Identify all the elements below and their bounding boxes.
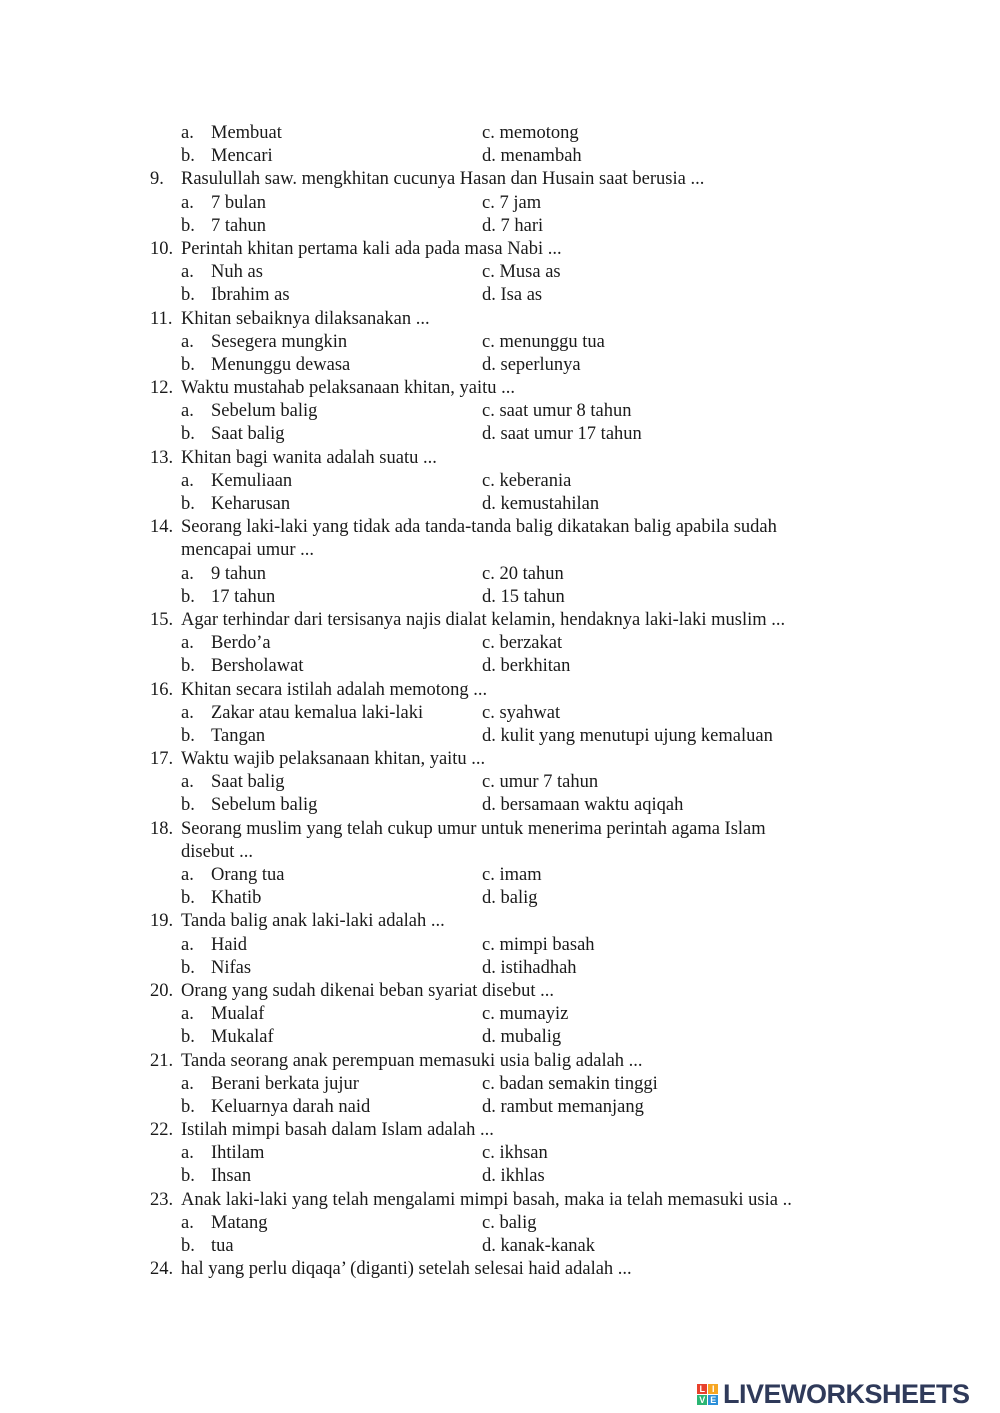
option-letter: a. [181,563,194,584]
option-text: berkhitan [500,656,571,677]
question-text: disebut ... [181,841,253,862]
answer-option[interactable] [181,1003,265,1026]
option-text: Saat balig [211,772,285,793]
answer-option[interactable] [181,1165,252,1188]
option-letter: d. [482,146,496,167]
option-text: Ihtilam [211,1143,265,1164]
question-number: 13. [150,447,174,468]
question-text: Seorang laki-laki yang tidak ada tanda-tanda balig dikatakan balig apabila sudah [181,517,777,538]
option-letter: d. [482,215,496,236]
answer-option[interactable] [482,1003,568,1026]
option-text: kemustahilan [500,494,600,514]
answer-option[interactable] [482,655,570,678]
option-text: Khatib [211,888,262,909]
answer-option[interactable] [482,632,562,655]
option-letter: a. [181,123,194,143]
options-row [0,400,1000,423]
question-number: 10. [150,238,174,259]
question-text: Agar terhindar dari tersisanya najis dialat kelamin, hendaknya laki-laki muslim ... [181,609,786,630]
answer-option[interactable] [482,771,598,794]
option-letter: b. [181,1096,195,1117]
question-number: 9. [150,169,164,190]
question-line [0,238,1000,261]
answer-option[interactable] [181,192,266,215]
option-letter: b. [181,795,195,816]
option-letter: c. [482,262,495,283]
options-row [0,1235,1000,1258]
option-text: rambut memanjang [500,1096,644,1117]
answer-option[interactable] [482,1142,548,1165]
options-row [0,1073,1000,1096]
option-text: 7 tahun [211,215,266,236]
answer-option[interactable] [181,794,318,817]
option-text: tua [211,1236,234,1256]
option-letter: d. [482,1166,496,1187]
question-number: 20. [150,980,174,1001]
answer-option[interactable] [181,122,282,145]
option-text: Bersholawat [211,656,304,677]
answer-option[interactable] [482,794,683,817]
answer-option[interactable] [482,957,577,980]
option-letter: b. [181,656,195,677]
question-number: 19. [150,911,174,932]
answer-option[interactable] [181,655,304,678]
question-line [0,818,1000,841]
option-text: Nuh as [211,262,263,283]
option-letter: d. [482,795,496,816]
option-text: Sesegera mungkin [211,331,348,352]
option-text: Mencari [211,146,273,167]
option-text: saat umur 8 tahun [499,401,632,422]
question-line [0,1050,1000,1073]
option-letter: c. [482,934,495,955]
options-row [0,957,1000,980]
options-row [0,632,1000,655]
option-text: keberania [499,470,572,491]
answer-option[interactable] [181,215,266,238]
answer-option[interactable] [181,887,262,910]
options-row [0,215,1000,238]
options-row [0,1026,1000,1049]
option-text: bersamaan waktu aqiqah [500,795,684,816]
option-letter: c. [482,192,495,213]
option-letter: b. [181,1166,195,1187]
option-letter: c. [482,1073,495,1094]
answer-option[interactable] [181,702,424,725]
option-letter: d. [482,1027,496,1048]
option-letter: d. [482,285,496,306]
option-text: Kemuliaan [211,470,293,491]
liveworksheets-logo-icon [697,1384,718,1405]
option-text: kanak-kanak [500,1236,596,1256]
answer-option[interactable] [482,1212,536,1235]
question-line [0,1258,1000,1281]
option-letter: d. [482,957,496,978]
option-letter: b. [181,1236,195,1256]
option-letter: a. [181,1143,194,1164]
answer-option[interactable] [181,586,276,609]
question-text: Anak laki-laki yang telah mengalami mimpi basah, maka ia telah memasuki usia .. [181,1189,792,1210]
answer-option[interactable] [181,331,348,354]
option-text: Berdo’a [211,633,271,654]
option-letter: b. [181,1027,195,1048]
question-number: 16. [150,679,174,700]
option-text: Mualaf [211,1004,265,1025]
answer-option[interactable] [482,1165,545,1188]
option-letter: b. [181,888,195,909]
question-line [0,1189,1000,1212]
question-number: 22. [150,1120,174,1141]
option-letter: a. [181,865,194,885]
options-row [0,725,1000,748]
option-text: Mukalaf [211,1027,274,1048]
question-continuation-line [0,841,1000,864]
option-letter: d. [482,725,496,746]
answer-option[interactable] [482,934,595,957]
option-letter: c. [482,1143,495,1164]
answer-option[interactable] [181,1235,234,1258]
option-letter: b. [181,215,195,236]
option-letter: a. [181,934,194,955]
question-line [0,168,1000,191]
question-line [0,377,1000,400]
option-letter: c. [482,401,495,422]
option-text: 17 tahun [211,586,276,607]
option-letter: a. [181,262,194,283]
options-row [0,145,1000,168]
answer-option[interactable] [482,887,538,910]
question-text: Waktu wajib pelaksanaan khitan, yaitu ... [181,749,486,770]
option-letter: a. [181,772,194,793]
answer-option[interactable] [181,284,290,307]
answer-option[interactable] [482,261,561,284]
option-letter: b. [181,146,195,167]
option-text: Musa as [499,262,561,283]
options-row [0,470,1000,493]
option-text: Haid [211,934,247,955]
option-text: 7 bulan [211,192,266,213]
options-row [0,1212,1000,1235]
question-text: Waktu mustahab pelaksanaan khitan, yaitu ... [181,378,515,399]
question-number: 23. [150,1189,174,1210]
question-text: Tanda balig anak laki-laki adalah ... [181,911,445,932]
option-letter: d. [482,1236,496,1256]
question-number: 14. [150,517,174,538]
question-line [0,980,1000,1003]
answer-option[interactable] [482,400,632,423]
option-letter: a. [181,1212,194,1233]
option-letter: a. [181,633,194,654]
logo-letter-e: E [708,1395,718,1405]
options-row [0,655,1000,678]
question-text: hal yang perlu diqaqa’ (diganti) setelah selesai haid adalah ... [181,1259,632,1280]
option-text: Ihsan [211,1166,252,1187]
options-row [0,586,1000,609]
answer-option[interactable] [181,493,291,516]
options-row [0,1142,1000,1165]
question-line [0,308,1000,331]
question-text: Khitan secara istilah adalah memotong ... [181,679,488,700]
answer-option[interactable] [181,354,351,377]
option-text: menunggu tua [499,331,605,352]
option-letter: a. [181,331,194,352]
option-text: seperlunya [500,354,581,375]
answer-option[interactable] [181,563,266,586]
question-text: Khitan sebaiknya dilaksanakan ... [181,308,430,329]
options-row [0,261,1000,284]
question-number: 18. [150,818,174,839]
answer-option[interactable] [482,586,565,609]
options-row [0,563,1000,586]
option-text: ikhlas [500,1166,545,1187]
option-text: Matang [211,1212,268,1233]
option-letter: a. [181,1073,194,1094]
question-line [0,609,1000,632]
option-letter: b. [181,354,195,375]
answer-option[interactable] [482,192,541,215]
answer-option[interactable] [181,957,252,980]
option-letter: a. [181,192,194,213]
option-letter: c. [482,331,495,352]
options-row [0,1003,1000,1026]
answer-option[interactable] [482,702,560,725]
option-text: balig [500,888,538,909]
options-row [0,1165,1000,1188]
option-text: istihadhah [500,957,577,978]
option-text: kulit yang menutupi ujung kemaluan [500,725,773,746]
question-number: 11. [150,308,173,329]
option-letter: b. [181,424,195,445]
question-line [0,679,1000,702]
options-row [0,887,1000,910]
answer-option[interactable] [482,122,579,145]
options-row [0,423,1000,446]
options-row [0,1096,1000,1119]
option-text: syahwat [499,702,561,723]
question-text: Tanda seorang anak perempuan memasuki usia balig adalah ... [181,1050,643,1071]
options-row [0,934,1000,957]
answer-option[interactable] [482,284,542,307]
answer-option[interactable] [482,423,642,446]
answer-option[interactable] [181,261,263,284]
question-text: Rasulullah saw. mengkhitan cucunya Hasan dan Husain saat berusia ... [181,169,705,190]
option-text: umur 7 tahun [499,772,599,793]
option-letter: b. [181,586,195,607]
answer-option[interactable] [181,725,266,748]
option-text: Tangan [211,725,266,746]
logo-letter-i: I [708,1384,718,1394]
liveworksheets-wordmark: LIVEWORKSHEETS [723,1378,970,1409]
options-row [0,354,1000,377]
options-row [0,864,1000,887]
options-row [0,493,1000,516]
answer-option[interactable] [482,145,582,168]
option-letter: c. [482,702,495,723]
option-text: mubalig [500,1027,562,1048]
question-line [0,748,1000,771]
answer-option[interactable] [482,215,543,238]
question-number: 12. [150,378,174,399]
option-letter: c. [482,563,495,584]
options-row [0,284,1000,307]
question-number: 17. [150,749,174,770]
option-text: 15 tahun [500,586,565,607]
option-letter: a. [181,1004,194,1025]
option-text: balig [499,1212,537,1233]
option-text: Keluarnya darah naid [211,1096,371,1117]
options-row [0,192,1000,215]
options-row [0,122,1000,145]
options-row [0,771,1000,794]
option-letter: d. [482,354,496,375]
option-letter: c. [482,123,495,143]
option-text: Berani berkata jujur [211,1073,359,1094]
answer-option[interactable] [181,1026,274,1049]
option-letter: b. [181,957,195,978]
answer-option[interactable] [181,1096,371,1119]
answer-option[interactable] [482,725,773,748]
options-row [0,702,1000,725]
question-text: mencapai umur ... [181,540,315,561]
option-text: 20 tahun [499,563,564,584]
answer-option[interactable] [181,1212,268,1235]
question-line [0,910,1000,933]
option-letter: a. [181,702,194,723]
option-letter: a. [181,401,194,422]
option-text: ikhsan [499,1143,548,1164]
answer-option[interactable] [181,632,271,655]
option-text: 7 hari [500,215,544,236]
question-line [0,1119,1000,1142]
option-text: Isa as [500,285,543,306]
worksheet-page [0,122,1000,1281]
question-text: Orang yang sudah dikenai beban syariat disebut ... [181,980,554,1001]
answer-option[interactable] [181,771,285,794]
answer-option[interactable] [482,1235,595,1258]
option-text: 9 tahun [211,563,266,584]
liveworksheets-logo[interactable] [697,1378,970,1410]
logo-letter-l: L [697,1384,707,1394]
option-text: badan semakin tinggi [499,1073,658,1094]
answer-option[interactable] [482,563,564,586]
option-text: imam [499,865,542,885]
option-letter: c. [482,1004,495,1025]
option-text: Sebelum balig [211,401,318,422]
option-letter: b. [181,285,195,306]
option-text: berzakat [499,633,563,654]
option-letter: b. [181,725,195,746]
answer-option[interactable] [181,400,318,423]
option-text: Menunggu dewasa [211,354,351,375]
option-text: Keharusan [211,494,291,514]
option-letter: c. [482,772,495,793]
option-text: memotong [499,123,579,143]
question-text: Seorang muslim yang telah cukup umur untuk menerima perintah agama Islam [181,818,766,839]
option-letter: c. [482,633,495,654]
question-text: Perintah khitan pertama kali ada pada masa Nabi ... [181,238,562,259]
answer-option[interactable] [181,1142,265,1165]
answer-option[interactable] [482,1073,658,1096]
option-letter: c. [482,1212,495,1233]
option-letter: a. [181,470,194,491]
option-text: Membuat [211,123,282,143]
option-text: saat umur 17 tahun [500,424,642,445]
option-letter: c. [482,470,495,491]
option-text: Sebelum balig [211,795,318,816]
option-text: mimpi basah [499,934,595,955]
options-row [0,794,1000,817]
option-letter: d. [482,494,496,514]
answer-option[interactable] [181,1073,359,1096]
option-letter: b. [181,494,195,514]
question-number: 21. [150,1050,174,1071]
answer-option[interactable] [482,354,581,377]
option-text: menambah [500,146,582,167]
question-line [0,447,1000,470]
answer-option[interactable] [181,934,247,957]
question-text: Istilah mimpi basah dalam Islam adalah ... [181,1120,494,1141]
answer-option[interactable] [181,423,285,446]
option-letter: c. [482,865,495,885]
question-text: Khitan bagi wanita adalah suatu ... [181,447,437,468]
question-continuation-line [0,539,1000,562]
option-letter: d. [482,888,496,909]
option-letter: d. [482,656,496,677]
option-letter: d. [482,424,496,445]
question-number: 24. [150,1259,174,1280]
answer-option[interactable] [482,864,542,887]
answer-option[interactable] [181,470,293,493]
question-number: 15. [150,609,174,630]
answer-option[interactable] [482,1026,561,1049]
options-row [0,331,1000,354]
option-letter: d. [482,586,496,607]
option-text: 7 jam [499,192,542,213]
answer-option[interactable] [181,145,273,168]
option-letter: d. [482,1096,496,1117]
option-text: Zakar atau kemalua laki-laki [211,702,424,723]
answer-option[interactable] [482,470,571,493]
question-line [0,516,1000,539]
option-text: Nifas [211,957,252,978]
option-text: Ibrahim as [211,285,290,306]
answer-option[interactable] [181,864,285,887]
answer-option[interactable] [482,331,605,354]
answer-option[interactable] [482,1096,644,1119]
answer-option[interactable] [482,493,599,516]
option-text: Orang tua [211,865,285,885]
option-text: Saat balig [211,424,285,445]
option-text: mumayiz [499,1004,569,1025]
logo-letter-v: V [697,1395,707,1405]
